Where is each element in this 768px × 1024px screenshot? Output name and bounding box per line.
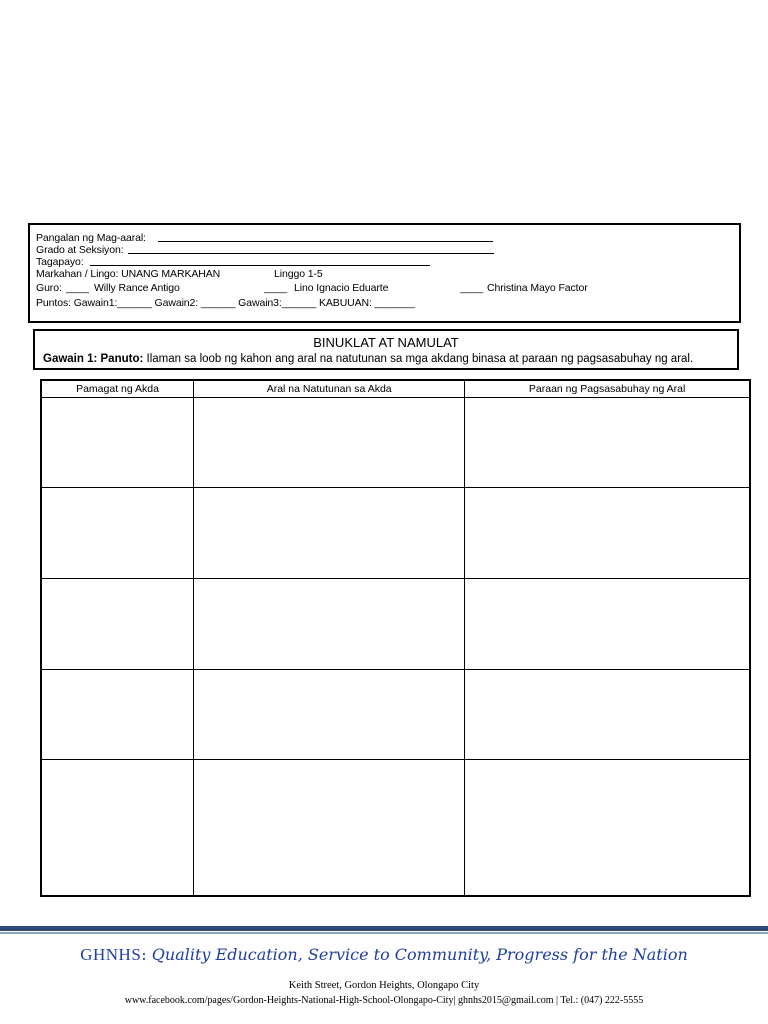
cell-lesson[interactable] [194, 488, 465, 579]
week-label: Linggo 1-5 [274, 268, 323, 280]
cell-title[interactable] [41, 488, 194, 579]
teacher-2-name: Lino Ignacio Eduarte [294, 282, 389, 294]
task-title: BINUKLAT AT NAMULAT [313, 335, 459, 350]
school-address: Keith Street, Gordon Heights, Olongapo City [288, 980, 480, 991]
cell-application[interactable] [465, 397, 750, 488]
cell-lesson[interactable] [194, 578, 465, 669]
cell-title[interactable] [41, 760, 194, 896]
teacher-1-name: Willy Rance Antigo [94, 282, 180, 294]
table-row [41, 669, 750, 760]
teacher-3-blank[interactable]: ____ [460, 282, 483, 294]
name-blank[interactable] [158, 232, 493, 242]
activity-table [40, 379, 751, 897]
quarter-label: Markahan / Lingo: UNANG MARKAHAN [36, 268, 221, 280]
cell-lesson[interactable] [194, 397, 465, 488]
footer-divider-accent [0, 932, 768, 934]
motto-separator: : [141, 945, 152, 964]
school-contact: www.facebook.com/pages/Gordon-Heights-National-High-School-Olongapo-City| ghnhs2015@gmail.com | Tel.: (047) 222-5555 [124, 995, 644, 1006]
teacher-3-name: Christina Mayo Factor [487, 282, 588, 294]
table-row [41, 760, 750, 896]
header-lesson: Aral na Natutunan sa Akda [194, 380, 465, 397]
cell-application[interactable] [465, 578, 750, 669]
cell-application[interactable] [465, 488, 750, 579]
header-application: Paraan ng Pagsasabuhay ng Aral [465, 380, 750, 397]
header-title: Pamagat ng Akda [41, 380, 194, 397]
cell-lesson[interactable] [194, 760, 465, 896]
task-instruction-text: Ilaman sa loob ng kahon ang aral na natutunan sa mga akdang binasa at paraan ng pagsasabuhay ng aral. [143, 353, 694, 365]
task-instruction [43, 352, 693, 366]
teacher-label: Guro: [36, 282, 62, 294]
score-text: Puntos: Gawain1:______ Gawain2: ______ Gawain3:______ KABUUAN: _______ [36, 297, 415, 309]
name-label: Pangalan ng Mag-aaral: [36, 232, 146, 244]
school-brand: GHNHS [80, 945, 142, 964]
cell-title[interactable] [41, 669, 194, 760]
cell-title[interactable] [41, 578, 194, 669]
table-row [41, 578, 750, 669]
cell-title[interactable] [41, 397, 194, 488]
adviser-label: Tagapayo: [36, 256, 84, 268]
table-header-row [41, 380, 750, 397]
grade-label: Grado at Seksiyon: [36, 244, 124, 256]
cell-lesson[interactable] [194, 669, 465, 760]
table-row [41, 397, 750, 488]
adviser-blank[interactable] [90, 256, 430, 266]
school-motto [0, 944, 768, 966]
table-row [41, 488, 750, 579]
cell-application[interactable] [465, 669, 750, 760]
motto-text: Quality Education, Service to Community, Progress for the Nation [151, 945, 688, 964]
teacher-1-blank[interactable]: ____ [66, 282, 89, 294]
task-label: Gawain 1: Panuto: [43, 353, 144, 365]
teacher-2-blank[interactable]: ____ [264, 282, 287, 294]
footer-divider [0, 926, 768, 931]
cell-application[interactable] [465, 760, 750, 896]
grade-blank[interactable] [128, 244, 494, 254]
student-info-box [28, 223, 741, 323]
task-box [33, 329, 739, 370]
